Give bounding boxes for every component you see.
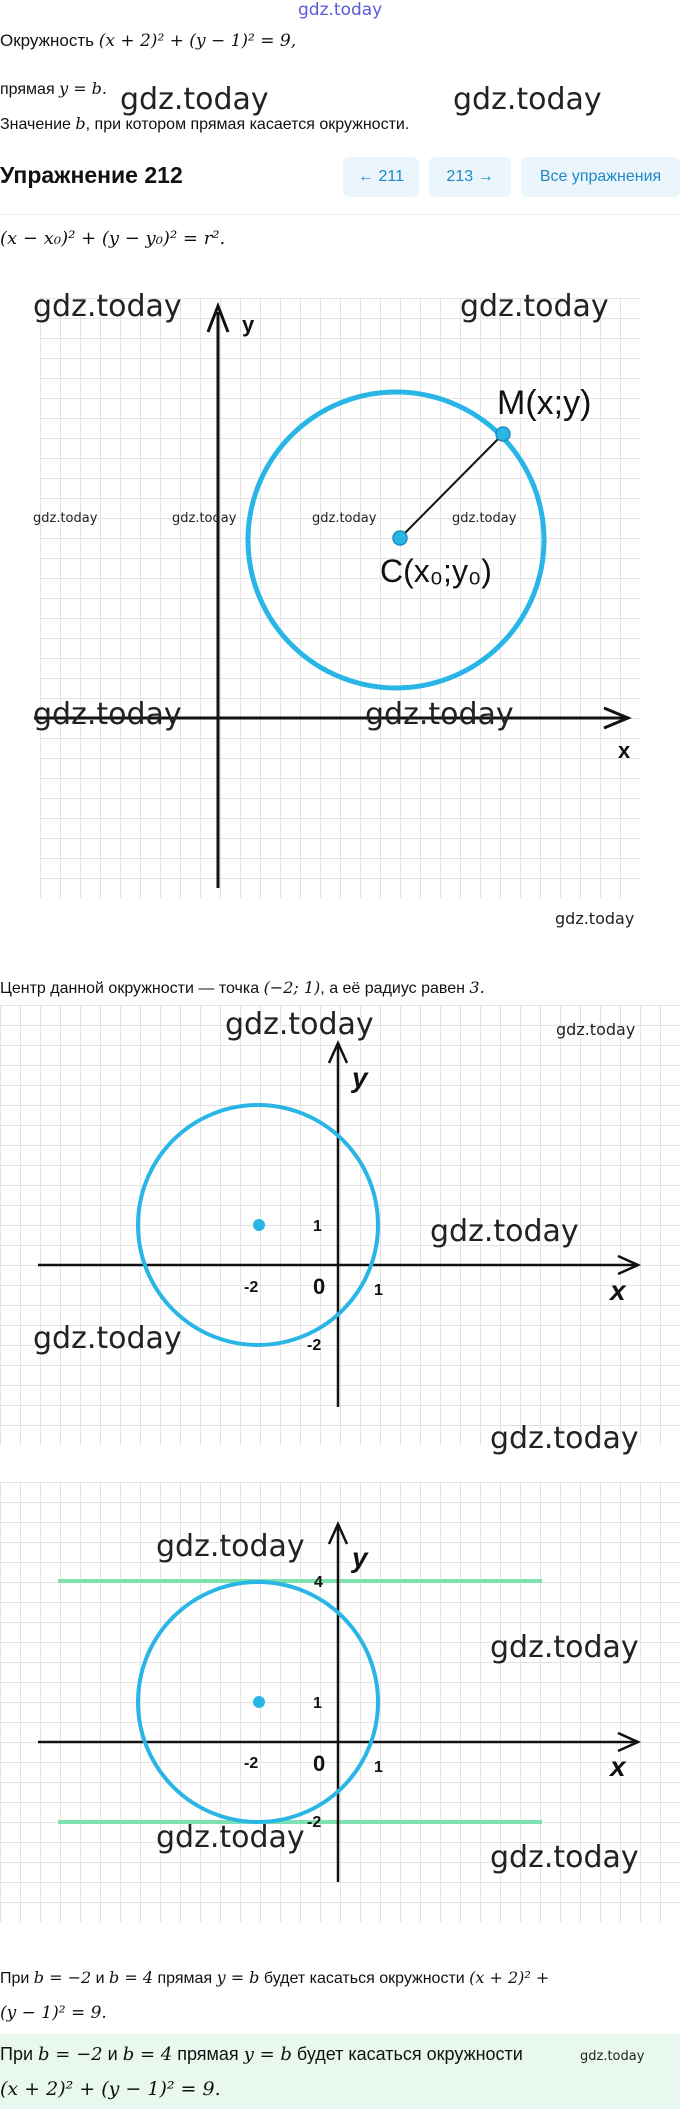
answer-box-p4: будет касаться окружности	[296, 2044, 523, 2064]
answer-box-p2: и	[107, 2044, 118, 2064]
axis-x-label: x	[610, 1751, 626, 1782]
answer-box-p1: При	[0, 2044, 34, 2064]
answer-p1: При	[0, 1970, 30, 1987]
intro-line-label: прямая	[0, 81, 55, 98]
point-m	[496, 427, 510, 441]
answer-p4: будет касаться окружности	[263, 1970, 465, 1987]
header-divider	[0, 214, 680, 215]
label-4: 4	[314, 1574, 323, 1591]
axis-x-label: x	[610, 1275, 626, 1306]
watermark: gdz.today	[580, 2049, 645, 2064]
circle-formula: (x − x₀)² + (y − y₀)² = r².	[0, 228, 226, 249]
label-center-x: -2	[244, 1755, 259, 1772]
watermark: gdz.today	[120, 82, 269, 117]
point-c-label: C(x₀;y₀)	[380, 553, 492, 589]
center-description	[0, 977, 485, 1000]
intro-line-2	[0, 78, 107, 101]
intro-line-equation: y = b.	[59, 79, 108, 98]
watermark: gdz.today	[33, 697, 182, 732]
watermark: gdz.today	[490, 1421, 639, 1456]
answer-eq4: (x + 2)² +	[469, 1968, 550, 1987]
watermark: gdz.today	[33, 1321, 182, 1356]
task-before: Значение	[0, 116, 71, 133]
center-point	[253, 1696, 265, 1708]
answer-box-eq2: b = 4	[122, 2044, 173, 2065]
point-m-label: M(x;y)	[497, 384, 592, 422]
center-point	[253, 1219, 265, 1231]
watermark: gdz.today	[460, 289, 609, 324]
label-center-y: 1	[313, 1695, 322, 1712]
intro-circle-equation: (x + 2)² + (y − 1)² = 9,	[98, 31, 297, 51]
center-before: Центр данной окружности — точка	[0, 980, 260, 997]
answer-line-1	[0, 1967, 549, 1990]
label-x1: 1	[374, 1282, 383, 1299]
task-var: b	[75, 114, 86, 133]
exercise-title: Упражнение 212	[0, 162, 183, 188]
answer-box-p3: прямая	[177, 2044, 239, 2064]
point-c	[393, 531, 407, 545]
label-y-minus2: -2	[307, 1814, 322, 1831]
center-point: (−2; 1)	[263, 978, 321, 997]
center-middle: , а её радиус равен	[320, 980, 465, 997]
label-x1: 1	[374, 1759, 383, 1776]
watermark: gdz.today	[555, 909, 635, 928]
label-origin: 0	[313, 1751, 326, 1776]
watermark: gdz.today	[156, 1820, 305, 1855]
axis-y-label: y	[352, 1542, 368, 1573]
intro-line-3	[0, 113, 409, 136]
watermark: gdz.today	[33, 511, 98, 526]
axis-x-label: x	[618, 738, 631, 763]
axis-y-label: y	[242, 312, 255, 337]
answer-box-eq3: y = b	[243, 2044, 292, 2065]
answer-p2: и	[95, 1970, 105, 1987]
top-watermark: gdz.today	[298, 0, 383, 20]
label-center-x: -2	[244, 1279, 259, 1296]
watermark: gdz.today	[453, 82, 602, 117]
task-after: , при котором прямая касается окружности.	[85, 116, 410, 133]
label-y-minus2: -2	[307, 1337, 322, 1354]
label-origin: 0	[313, 1274, 326, 1299]
next-exercise-button[interactable]: 213 →	[429, 157, 511, 197]
watermark: gdz.today	[312, 511, 377, 526]
watermark: gdz.today	[430, 1214, 579, 1249]
watermark: gdz.today	[225, 1007, 374, 1042]
watermark: gdz.today	[490, 1630, 639, 1665]
answer-eq3: y = b	[216, 1968, 260, 1987]
intro-circle-label: Окружность	[0, 31, 94, 50]
answer-box-eq1: b = −2	[38, 2044, 103, 2065]
figure-general-circle-drawing	[0, 290, 680, 950]
watermark: gdz.today	[490, 1840, 639, 1875]
watermark: gdz.today	[452, 511, 517, 526]
all-exercises-button[interactable]: Все упражнения	[521, 157, 680, 197]
watermark: gdz.today	[365, 697, 514, 732]
answer-eq2: b = 4	[109, 1968, 154, 1987]
watermark: gdz.today	[172, 511, 237, 526]
answer-line-2: (y − 1)² = 9.	[0, 2003, 107, 2023]
prev-exercise-button[interactable]: ← 211	[343, 157, 419, 197]
answer-eq1: b = −2	[33, 1968, 92, 1987]
label-center-y: 1	[313, 1218, 322, 1235]
answer-box-line-2: (x + 2)² + (y − 1)² = 9.	[0, 2078, 221, 2100]
center-radius: 3.	[469, 978, 485, 997]
watermark: gdz.today	[556, 1020, 636, 1039]
axis-y-label: y	[352, 1062, 368, 1093]
watermark: gdz.today	[33, 289, 182, 324]
watermark: gdz.today	[156, 1529, 305, 1564]
answer-p3: прямая	[157, 1970, 213, 1987]
answer-box-line-1	[0, 2043, 523, 2066]
intro-line-1	[0, 30, 296, 52]
